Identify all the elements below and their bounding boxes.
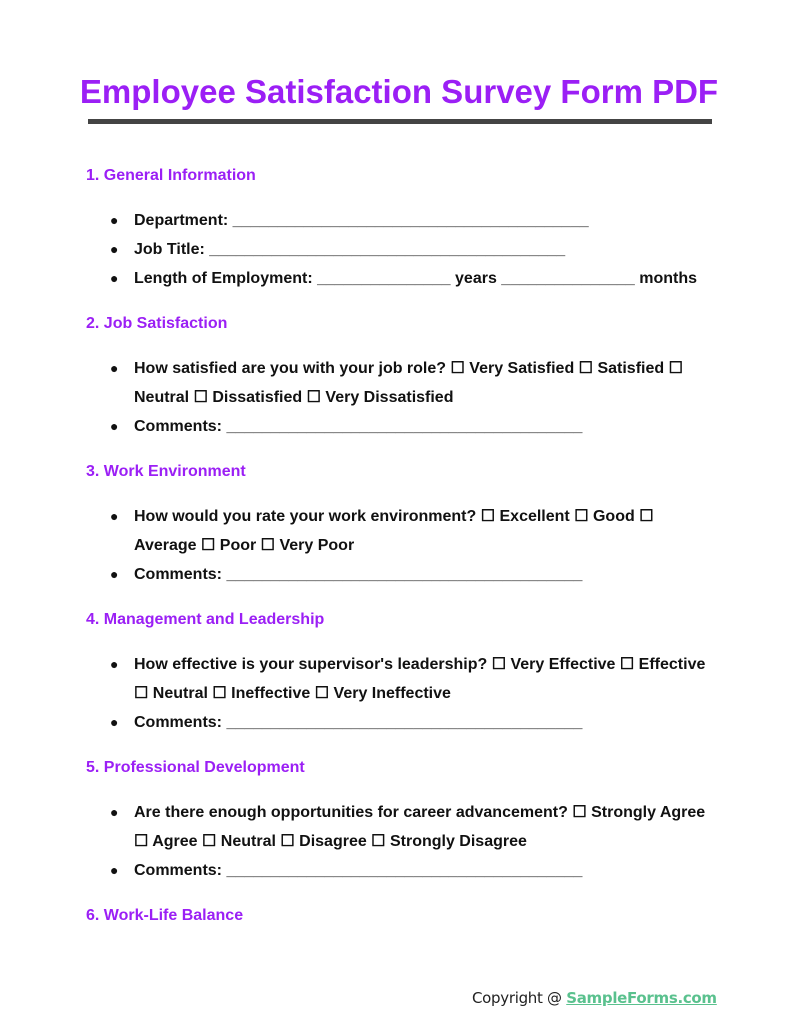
list-item-text: Comments: ________________________________________	[134, 714, 583, 731]
section-1	[86, 161, 712, 293]
section-heading: 6. Work-Life Balance	[86, 907, 244, 924]
bullet-icon: ●	[110, 508, 119, 524]
bullet-icon: ●	[110, 566, 119, 582]
section-heading: 4. Management and Leadership	[86, 611, 325, 628]
section-list	[86, 502, 712, 589]
section-heading: 3. Work Environment	[86, 463, 246, 480]
section-heading: 2. Job Satisfaction	[86, 315, 228, 332]
list-item[interactable]	[110, 798, 712, 856]
list-item[interactable]	[110, 206, 712, 235]
list-item[interactable]	[110, 650, 712, 708]
list-item[interactable]	[110, 856, 712, 885]
sampleforms-link[interactable]: SampleForms.com	[566, 989, 717, 1007]
bullet-icon: ●	[110, 270, 119, 286]
list-item[interactable]	[110, 560, 712, 589]
list-item-text: Length of Employment: _______________ years _______________ months	[134, 270, 697, 287]
section-list	[86, 798, 712, 885]
list-item[interactable]	[110, 264, 712, 293]
section-list	[86, 354, 712, 441]
list-item[interactable]	[110, 354, 712, 412]
list-item[interactable]	[110, 412, 712, 441]
bullet-icon: ●	[110, 862, 119, 878]
section-4	[86, 605, 712, 737]
copyright-text: Copyright @	[472, 989, 567, 1007]
survey-sections	[86, 161, 712, 930]
bullet-icon: ●	[110, 241, 119, 257]
list-item[interactable]	[110, 235, 712, 264]
section-5	[86, 753, 712, 885]
list-item-text: How satisfied are you with your job role? ☐ Very Satisfied ☐ Satisfied ☐ Neutral ☐ Dissatisfied ☐ Very Dissatisfied	[134, 360, 683, 406]
section-heading: 1. General Information	[86, 167, 256, 184]
bullet-icon: ●	[110, 418, 119, 434]
title-divider	[88, 119, 712, 124]
list-item-text: How effective is your supervisor's leadership? ☐ Very Effective ☐ Effective ☐ Neutral ☐ Ineffective ☐ Very Ineffective	[134, 656, 706, 702]
bullet-icon: ●	[110, 360, 119, 376]
section-3	[86, 457, 712, 589]
section-2	[86, 309, 712, 441]
list-item-text: Comments: ________________________________________	[134, 862, 583, 879]
bullet-icon: ●	[110, 804, 119, 820]
list-item-text: Comments: ________________________________________	[134, 566, 583, 583]
section-6	[86, 901, 712, 930]
section-list	[86, 206, 712, 293]
list-item[interactable]	[110, 502, 712, 560]
bullet-icon: ●	[110, 714, 119, 730]
list-item-text: Are there enough opportunities for career advancement? ☐ Strongly Agree ☐ Agree ☐ Neutral ☐ Disagree ☐ Strongly Disagree	[134, 804, 706, 850]
list-item-text: Department: ________________________________________	[134, 212, 589, 229]
bullet-icon: ●	[110, 212, 119, 228]
footer	[472, 989, 717, 1007]
list-item-text: Job Title: ________________________________________	[134, 241, 566, 258]
page-title: Employee Satisfaction Survey Form PDF	[79, 73, 719, 110]
section-heading: 5. Professional Development	[86, 759, 305, 776]
list-item-text: How would you rate your work environment? ☐ Excellent ☐ Good ☐ Average ☐ Poor ☐ Very Poor	[134, 508, 654, 554]
list-item-text: Comments: ________________________________________	[134, 418, 583, 435]
list-item[interactable]	[110, 708, 712, 737]
bullet-icon: ●	[110, 656, 119, 672]
section-list	[86, 650, 712, 737]
